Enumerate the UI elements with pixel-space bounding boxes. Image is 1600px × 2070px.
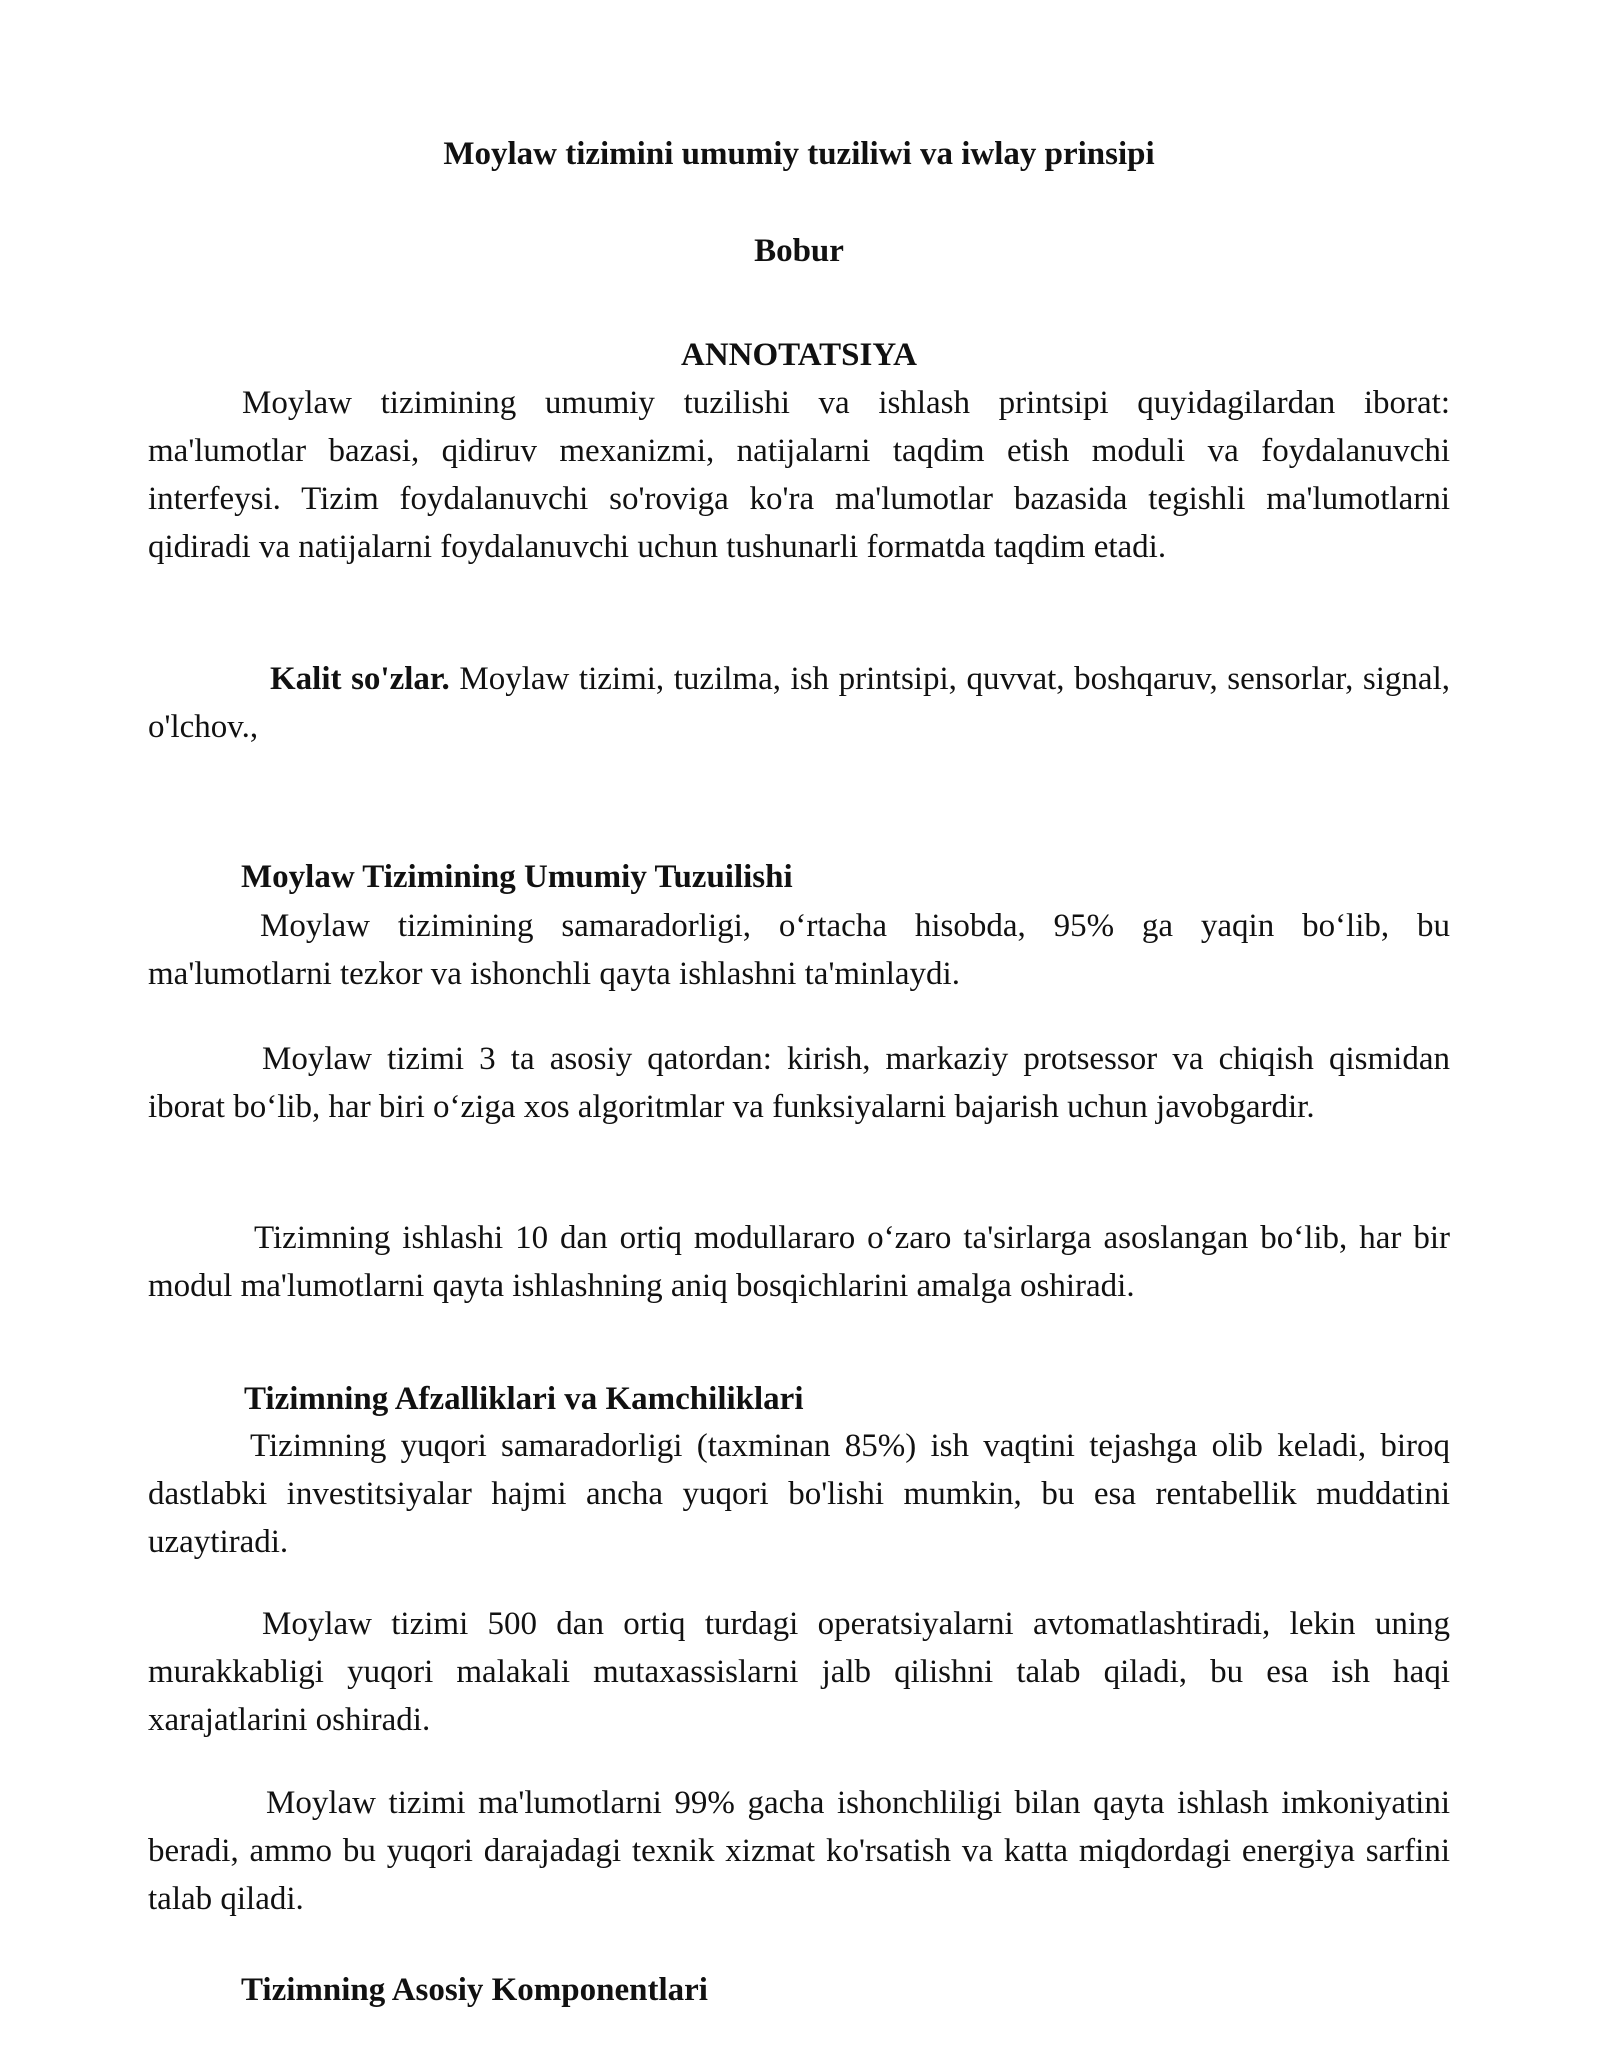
abstract-paragraph: Moylaw tizimining umumiy tuzilishi va ishlash printsipi quyidagilardan iborat: ma'lumotlar bazasi, qidiruv mexanizmi, natijalarni taqdim etish moduli va foydalanuvchi interfeysi. Tizim foydalanuvchi so'roviga ko'ra ma'lumotlar bazasida tegishli ma'lumotlarni qidiradi va natijalarni foydalanuvchi uchun tushunarli formatda taqdim etadi. xyxy=(148,385,1450,565)
keywords-paragraph xyxy=(148,655,1450,751)
keywords-text: Moylaw tizimi, tuzilma, ish printsipi, quvvat, boshqaruv, sensorlar, signal, o'lchov., xyxy=(148,661,1450,745)
section-paragraph: Moylaw tizimi 500 dan ortiq turdagi operatsiyalarni avtomatlashtiradi, lekin uning murakkabligi yuqori malakali mutaxassislarni jalb qilishni talab qiladi, bu esa ish haqi xarajatlarini oshiradi. xyxy=(148,1606,1450,1738)
section-paragraph: Tizimning ishlashi 10 dan ortiq modullararo o‘zaro ta'sirlarga asoslangan bo‘lib, har bir modul ma'lumotlarni qayta ishlashning aniq bosqichlarini amalga oshiradi. xyxy=(148,1220,1450,1304)
author-name: Bobur xyxy=(754,233,844,269)
section-paragraph: Moylaw tizimi ma'lumotlarni 99% gacha ishonchliligi bilan qayta ishlash imkoniyatini beradi, ammo bu yuqori darajadagi texnik xizmat ko'rsatish va katta miqdordagi energiya sarfini talab qiladi. xyxy=(148,1785,1450,1917)
section-paragraph: Moylaw tizimi 3 ta asosiy qatordan: kirish, markaziy protsessor va chiqish qismidan iborat bo‘lib, har biri o‘ziga xos algoritmlar va funksiyalarni bajarish uchun javobgardir. xyxy=(148,1041,1450,1125)
section-paragraph: Tizimning yuqori samaradorligi (taxminan 85%) ish vaqtini tejashga olib keladi, biroq dastlabki investitsiyalar hajmi ancha yuqori bo'lishi mumkin, bu esa rentabellik muddatini uzaytiradi. xyxy=(148,1428,1450,1560)
section-heading: Moylaw Tizimining Umumiy Tuzuilishi xyxy=(241,859,793,895)
section-heading: Tizimning Asosiy Komponentlari xyxy=(241,1972,708,2008)
abstract-heading: ANNOTATSIYA xyxy=(681,337,917,373)
section-paragraph: Moylaw tizimining samaradorligi, o‘rtacha hisobda, 95% ga yaqin bo‘lib, bu ma'lumotlarni tezkor va ishonchli qayta ishlashni ta'minlaydi. xyxy=(148,908,1450,992)
section-heading: Tizimning Afzalliklari va Kamchiliklari xyxy=(244,1381,804,1417)
document-title: Moylaw tizimini umumiy tuziliwi va iwlay prinsipi xyxy=(443,136,1155,172)
keywords-label: Kalit so'zlar. xyxy=(270,661,450,697)
